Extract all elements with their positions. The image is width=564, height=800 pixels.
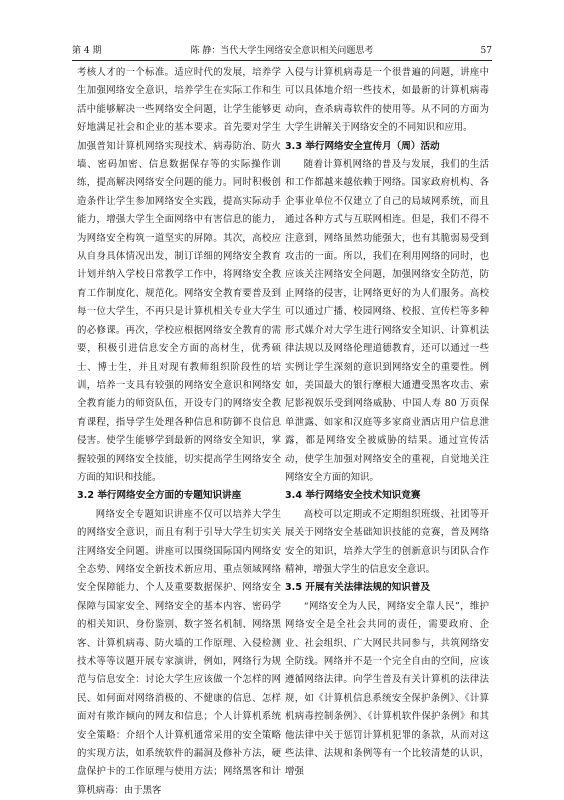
section-heading-3-4: 3.4 举行网络安全技术知识竞赛 <box>285 490 421 502</box>
page-number: 57 <box>480 46 492 56</box>
right-column <box>285 64 489 782</box>
running-header <box>72 44 492 61</box>
section-heading-3-2: 3.2 举行网络安全方面的专题知识讲座 <box>77 490 242 502</box>
left-column <box>77 64 281 800</box>
paragraph: 高校可以定期或不定期组织班级、社团等开展关于网络安全基础知识技能的竞赛，普及网络安全的知识，培养大学生的创新意识与团队合作精神，增强大学生的信息安全意识。 <box>285 508 489 575</box>
paragraph: 考核人才的一个标准。适应时代的发展，培养学生加强网络安全意识，培养学生在实际工作和生活中能够解决一些网络安全问题，让学生能够更好地满足社会和企业的基本要求。首先要对学生加强普知计算机网络实现技术、病毒防治、防火墙、密码加密、信息数据保存等的实际操作训练，提高解决网络安全问题的能力。同时积极创造条件让学生参加网络安全实践，提高实际动手能力，增强大学生全面网络中有害信息的能力，为网络安全构筑一道坚实的屏障。其次，高校应从自身具体情况出发，制订详细的网络安全教育计划并纳入学校日常教学工作中，将网络安全教育工作制度化、规范化。网络安全教育要普及到每一位大学生，不再只是计算机相关专业大学生的必修课。再次，学校应根据网络安全教育的需要，积极引进信息安全方面的高材生，优秀硕士、博士生，并且对现有教师组织阶段性的培训，培养一支具有较强的网络安全意识和网络安全教育能力的师资队伍，开设专门的网络安全教育课程，指导学生处理各种信息和防御不良信息侵害。使学生能够学到最新的网络安全知识，掌握较强的网络安全技能，切实提高学生网络安全方面的知识和技能。 <box>77 67 281 483</box>
paragraph: “网络安全为人民，网络安全靠人民”，维护网络安全是全社会共同的责任，需要政府、企业、社会组织、广大网民共同参与，共筑网络安全防线。网络并不是一个完全自由的空间，应该遵循网络法律。向学生普及有关计算机的法律法规，如《计算机信息系统安全保护条例》、《计算机病毒控制条例》、《计算机软件保护条例》和其他法律中关于惩罚计算机犯罪的条款，从而对这些法律、法规和条例等有一个比较清楚的认识，增强 <box>285 600 489 778</box>
paragraph: 随着计算机网络的普及与发展，我们的生活和工作都越来越依赖于网络。国家政府机构、各企事业单位不仅建立了自己的局域网系统，而且通过各种方式与互联网相连。但是，我们不得不注意到，网络虽然功能强大，也有其脆弱易受到攻击的一面。所以，我们在利用网络的同时，也应该关注网络安全问题，加强网络安全防范，防止网络的侵害，让网络更好的为人们服务。高校可以通过广播、校园网络、校报、宣传栏等多种形式媒介对大学生进行网络安全知识、计算机法律法规以及网络伦理道德教育，还可以通过一些实例让学生深刻的意识到网络安全的重要性。例如，美国最大的银行摩根大通遭受黑客攻击、索尼影视娱乐受到网络威胁、中国人寿 80 万页保单泄露、如家和汉庭等多家商业酒店用户信息泄露，都是网络安全被威胁的结果。通过宣传活动，使学生加强对网络安全的重视，自觉地关注网络安全方面的知识。 <box>285 159 489 483</box>
section-heading-3-5: 3.5 开展有关法律法规的知识普及 <box>285 582 431 594</box>
paragraph: 网络安全专题知识讲座不仅可以培养大学生的网络安全意识，而且有利于引导大学生切实关注网络安全问题。讲座可以围绕国际国内网络安全态势、网络安全新技术新应用、重点领域网络安全保障能力、个人及重要数据保护、网络安全保障与国家安全、网络安全的基本内容、密码学的相关知识、身份鉴别、数字签名机制、网络黑客、计算机病毒、防火墙的工作原理、入侵检测技术等等议题开展专家演讲，例如，网络行为规范与信息安全：讨论大学生应该做一个怎样的网民、如何面对网络消极的、不健康的信息、怎样面对有欺诈倾向的网友和信息；个人计算机系统安全策略：介绍个人计算机通常采用的安全策略的实现方法，如系统软件的漏洞及修补方法，硬盘保护卡的工作原理与使用方法；网络黑客和计算机病毒：由于黑客 <box>77 508 281 796</box>
paragraph: 入侵与计算机病毒是一个很普遍的问题，讲座中可以具体地介绍一些技术，如最新的计算机病毒动向，查杀病毒软件的使用等。从不同的方面为大学生讲解关于网络安全的不同知识和应用。 <box>285 67 489 134</box>
section-heading-3-3: 3.3 举行网络安全宣传月（周）活动 <box>285 140 440 152</box>
running-title: 陈 静：当代大学生网络安全意识相关问题思考 <box>190 46 374 56</box>
issue-number: 第 4 期 <box>72 46 102 56</box>
